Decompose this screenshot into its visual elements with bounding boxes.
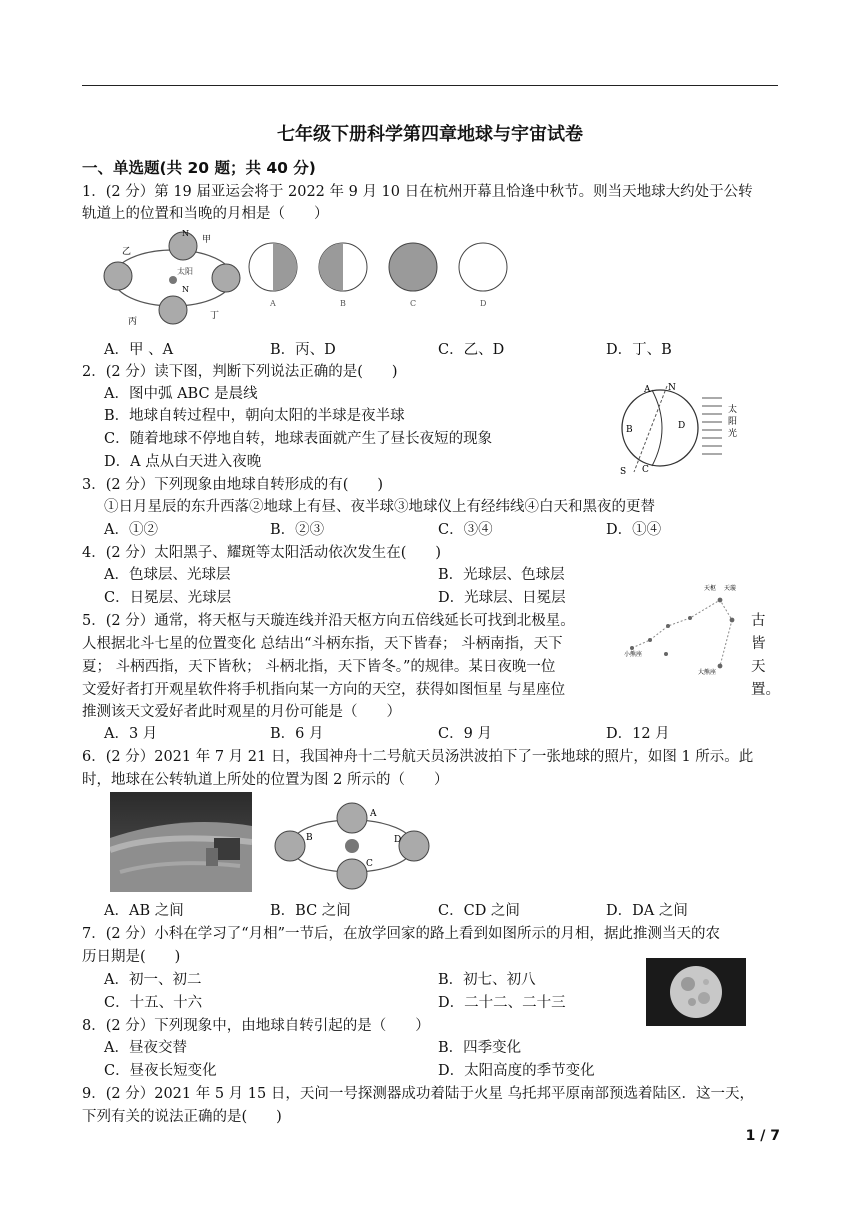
q2-option-a[interactable]: A．图中弧 ABC 是晨线	[104, 386, 258, 402]
label-d: D	[394, 835, 402, 845]
label-s: S	[620, 467, 627, 476]
header-rule	[82, 85, 778, 86]
q7-option-b[interactable]: B．初七、初八	[438, 972, 536, 988]
q5-option-a[interactable]: A．3 月	[104, 726, 158, 742]
label-sun-1: 太	[728, 405, 738, 415]
q8-option-a[interactable]: A．昼夜交替	[104, 1040, 187, 1056]
q3-option-b[interactable]: B．②③	[270, 522, 325, 538]
moon-photo-q7	[646, 958, 746, 1026]
q6-option-c[interactable]: C．CD 之间	[438, 903, 520, 919]
day-night-diagram-q2	[612, 380, 750, 476]
label-yi: 乙	[122, 247, 132, 257]
label-daxiong: 大熊座	[698, 669, 717, 676]
question-7-line-1: 7．(2 分）小科在学习了“月相”一节后，在放学回家的路上看到如图所示的月相，据此推测当天的农	[82, 926, 721, 942]
label-b: B	[626, 425, 633, 435]
sun-mark	[169, 276, 177, 284]
page-number: 1 / 7	[745, 1128, 780, 1144]
label-c: C	[366, 859, 373, 869]
q4-option-a[interactable]: A．色球层、光球层	[104, 567, 231, 583]
question-9-line-1: 9．(2 分）2021 年 5 月 15 日，天问一号探测器成功着陆于火星 乌托邦平原南部预选着陆区．这一天，	[82, 1086, 754, 1102]
question-5-line-4: 文爱好者打开观星软件将手机指向某一方向的天空，获得如图恒星 与星座位	[82, 682, 566, 698]
q1-option-d[interactable]: D．丁、B	[606, 342, 672, 358]
q2-option-c[interactable]: C．随着地球不停地自转，地球表面就产生了昼长夜短的现象	[104, 431, 493, 447]
moon-phase-b	[319, 243, 367, 308]
q7-option-d[interactable]: D．二十二、二十三	[438, 995, 566, 1011]
label-xiaoxiong: 小熊座	[624, 651, 643, 658]
svg-text:B: B	[340, 299, 346, 308]
label-sun-3: 光	[728, 429, 738, 439]
question-5-line-5: 推测该天文爱好者此时观星的月份可能是（ ）	[82, 704, 401, 720]
q8-option-b[interactable]: B．四季变化	[438, 1040, 522, 1056]
label-b: B	[306, 833, 313, 843]
question-6-line-2: 时，地球在公转轨道上所处的位置为图 2 所示的（ ）	[82, 772, 449, 788]
svg-text:A: A	[270, 299, 276, 308]
page-title: 七年级下册科学第四章地球与宇宙试卷	[277, 124, 583, 145]
label-tianshu: 天枢	[704, 585, 717, 592]
q4-option-b[interactable]: B．光球层、色球层	[438, 567, 565, 583]
q1-option-a[interactable]: A．甲 、A	[104, 342, 174, 358]
moon-phase-c	[389, 243, 437, 308]
svg-text:D: D	[480, 299, 487, 308]
question-6-line-1: 6．(2 分）2021 年 7 月 21 日，我国神舟十二号航天员汤洪波拍下了一张地球的照片，如图 1 所示。此	[82, 749, 754, 765]
q8-option-c[interactable]: C．昼夜长短变化	[104, 1063, 217, 1079]
q6-option-a[interactable]: A．AB 之间	[104, 903, 184, 919]
label-jia: 甲	[202, 235, 212, 245]
q6-option-b[interactable]: B．BC 之间	[270, 903, 351, 919]
label-d: D	[678, 421, 686, 431]
q3-option-a[interactable]: A．①②	[104, 522, 158, 538]
label-n: N	[668, 383, 676, 393]
section-heading: 一、单选题(共 20 题；共 40 分)	[82, 159, 316, 177]
question-2-stem: 2．(2 分）读下图，判断下列说法正确的是( )	[82, 364, 398, 380]
question-1-line-2: 轨道上的位置和当晚的月相是（ ）	[82, 206, 329, 222]
moon-phases-q1	[246, 240, 516, 308]
earth-photo-q6	[110, 792, 252, 892]
q2-option-d[interactable]: D．A 点从白天进入夜晚	[104, 454, 262, 470]
moon-phase-d	[459, 243, 507, 308]
question-1-line-1: 1．(2 分）第 19 届亚运会将于 2022 年 9 月 10 日在杭州开幕且恰逢中秋节。则当天地球大约处于公转	[82, 184, 753, 200]
question-9-line-2: 下列有关的说法正确的是( )	[82, 1109, 282, 1125]
q8-option-d[interactable]: D．太阳高度的季节变化	[438, 1063, 595, 1079]
question-5-line-2: 人根据北斗七星的位置变化 总结出“斗柄东指，天下皆春； 斗柄南指，天下	[82, 636, 563, 652]
question-3-stem: 3．(2 分）下列现象由地球自转形成的有( )	[82, 477, 384, 493]
question-5-line-1: 5．(2 分）通常，将天枢与天璇连线并沿天枢方向五倍线延长可找到北极星。	[82, 613, 575, 629]
question-3-items: ①日月星辰的东升西落②地球上有昼、夜半球③地球仪上有经纬线④白天和黑夜的更替	[104, 499, 655, 515]
svg-text:C: C	[410, 299, 417, 308]
orbit-diagram-q1	[98, 226, 248, 326]
orbit-diagram-q6	[262, 796, 444, 892]
question-4-stem: 4．(2 分）太阳黑子、耀斑等太阳活动依次发生在( )	[82, 545, 442, 561]
q2-option-b[interactable]: B．地球自转过程中，朝向太阳的半球是夜半球	[104, 408, 405, 424]
q3-option-c[interactable]: C．③④	[438, 522, 493, 538]
label-tianxuan: 天璇	[724, 585, 737, 592]
label-c: C	[642, 465, 649, 475]
q4-option-d[interactable]: D．光球层、日冕层	[438, 590, 566, 606]
q6-option-d[interactable]: D．DA 之间	[606, 903, 688, 919]
q7-option-c[interactable]: C．十五、十六	[104, 995, 203, 1011]
question-7-line-2: 历日期是( )	[82, 949, 181, 965]
q1-option-b[interactable]: B．丙、D	[270, 342, 336, 358]
sun-label: 太阳	[177, 267, 193, 276]
question-5-right-3: 天	[751, 659, 766, 675]
question-5-right-2: 皆	[751, 636, 766, 652]
star-map-q5	[620, 578, 748, 682]
q4-option-c[interactable]: C．日冕层、光球层	[104, 590, 232, 606]
question-5-line-3: 夏； 斗柄西指，天下皆秋； 斗柄北指，天下皆冬。”的规律。某日夜晚一位	[82, 659, 556, 675]
label-ding: 丁	[210, 311, 220, 321]
label-a: A	[370, 809, 377, 819]
q5-option-c[interactable]: C．9 月	[438, 726, 492, 742]
question-5-right-4: 置。	[751, 682, 780, 698]
label-bing: 丙	[128, 317, 138, 326]
question-8-stem: 8．(2 分）下列现象中，由地球自转引起的是（ ）	[82, 1018, 430, 1034]
q5-option-d[interactable]: D．12 月	[606, 726, 670, 742]
label-a: A	[644, 385, 651, 395]
q7-option-a[interactable]: A．初一、初二	[104, 972, 202, 988]
label-n2: N	[182, 285, 189, 294]
question-5-right-1: 古	[751, 613, 766, 629]
sunlight-arrows	[702, 398, 722, 454]
q5-option-b[interactable]: B．6 月	[270, 726, 324, 742]
moon-phase-a	[249, 243, 297, 308]
q1-option-c[interactable]: C．乙、D	[438, 342, 505, 358]
label-sun-2: 阳	[728, 417, 738, 427]
q3-option-d[interactable]: D．①④	[606, 522, 662, 538]
label-n1: N	[182, 229, 189, 238]
